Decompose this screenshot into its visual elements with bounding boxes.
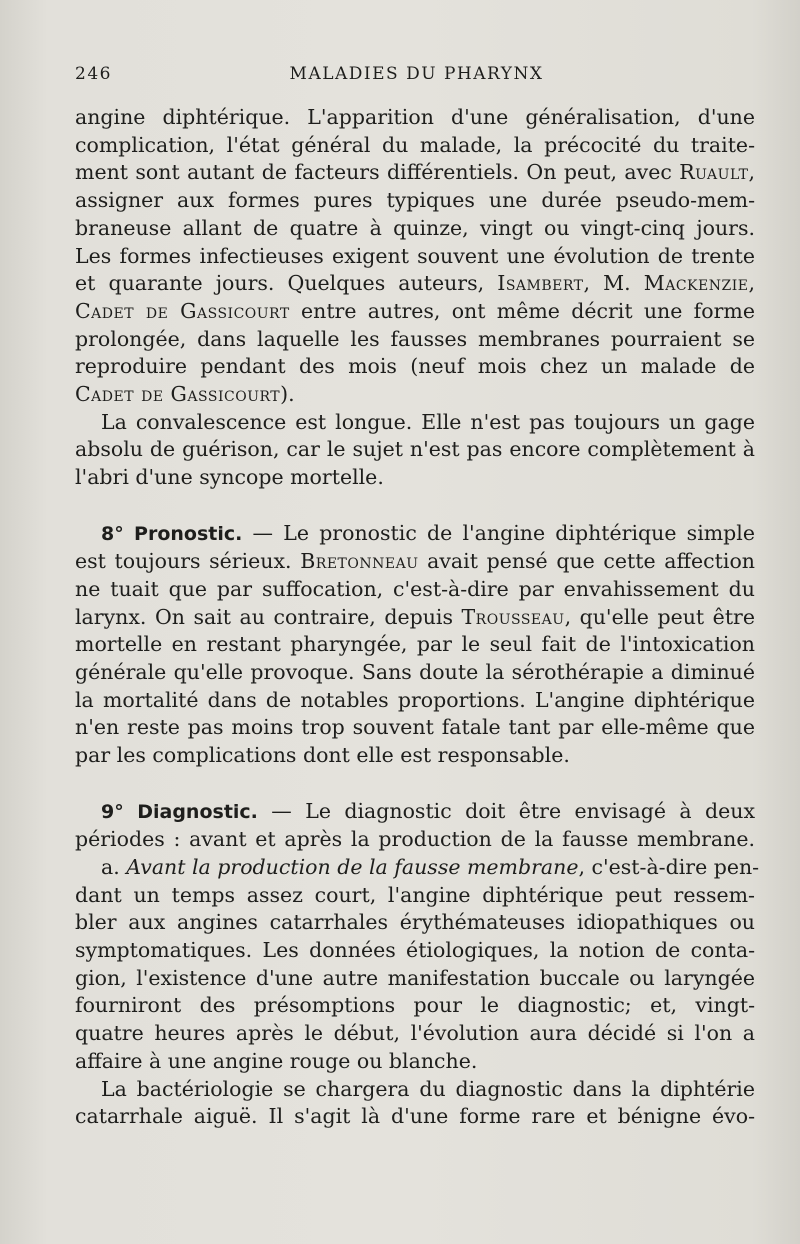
page-number: 246 bbox=[75, 64, 112, 84]
text-line: mortelle en restant pharyngée, par le seul fait de l'intoxication bbox=[75, 632, 755, 657]
text-line: gion, l'existence d'une autre manifestation buccale ou laryngée bbox=[75, 965, 755, 990]
text-line: dant un temps assez court, l'angine diphtérique peut ressem- bbox=[75, 882, 755, 907]
text-line: larynx. On sait au contraire, depuis Trousseau, qu'elle peut être bbox=[75, 604, 755, 629]
author-name: Mackenzie bbox=[643, 271, 749, 296]
text-line: 9° Diagnostic. — Le diagnostic doit être envisagé à deux bbox=[101, 798, 756, 823]
text-line: et quarante jours. Quelques auteurs, Isambert, M. Mackenzie, bbox=[75, 271, 755, 296]
text-line: symptomatiques. Les données étiologiques, la notion de conta- bbox=[75, 938, 755, 963]
text-line: a. Avant la production de la fausse membrane, c'est-à-dire pen- bbox=[101, 854, 760, 879]
text-line: la mortalité dans de notables proportions. L'angine diphtérique bbox=[75, 687, 755, 712]
text-line: bler aux angines catarrhales érythémateuses idiopathiques ou bbox=[75, 910, 755, 935]
author-name: Bretonneau bbox=[300, 549, 419, 574]
author-name: Cadet de Gassicourt bbox=[75, 298, 290, 323]
author-name: Cadet de Gassicourt bbox=[75, 382, 281, 407]
text-line: prolongée, dans laquelle les fausses membranes pourraient se bbox=[75, 326, 755, 351]
page-header bbox=[75, 64, 758, 90]
text-line: angine diphtérique. L'apparition d'une généralisation, d'une bbox=[75, 105, 755, 129]
section-heading-pronostic: 8° Pronostic. bbox=[101, 522, 243, 545]
text-line: 8° Pronostic. — Le pronostic de l'angine diphtérique simple bbox=[101, 520, 755, 545]
text-line: reproduire pendant des mois (neuf mois chez un malade de bbox=[75, 354, 755, 379]
text-line: quatre heures après le début, l'évolution aura décidé si l'on a bbox=[75, 1021, 755, 1046]
text-line: est toujours sérieux. Bretonneau avait pensé que cette affection bbox=[75, 549, 755, 574]
text-line: La bactériologie se chargera du diagnostic dans la diphtérie bbox=[101, 1076, 755, 1101]
author-name: Trousseau bbox=[461, 604, 565, 629]
text-line: l'abri d'une syncope mortelle. bbox=[75, 465, 384, 490]
text-line: assigner aux formes pures typiques une durée pseudo-mem- bbox=[75, 188, 755, 213]
text-line: périodes : avant et après la production de la fausse membrane. bbox=[75, 827, 755, 852]
text-line: par les complications dont elle est responsable. bbox=[75, 743, 570, 768]
text-line: Les formes infectieuses exigent souvent une évolution de trente bbox=[75, 243, 755, 268]
text-line: La convalescence est longue. Elle n'est pas toujours un gage bbox=[101, 409, 755, 434]
text-line: générale qu'elle provoque. Sans doute la sérothérapie a diminué bbox=[75, 660, 755, 685]
running-head: MALADIES DU PHARYNX bbox=[289, 64, 544, 84]
text-line: fourniront des présomptions pour le diagnostic; et, vingt- bbox=[75, 993, 755, 1018]
text-line: complication, l'état général du malade, la précocité du traite- bbox=[75, 132, 755, 157]
text-line: ment sont autant de facteurs différentiels. On peut, avec Ruault, bbox=[75, 160, 755, 185]
author-name: Isambert bbox=[497, 271, 584, 296]
text-line: catarrhale aiguë. Il s'agit là d'une forme rare et bénigne évo- bbox=[75, 1104, 755, 1129]
author-name: Ruault bbox=[679, 160, 749, 185]
text-line: braneuse allant de quatre à quinze, vingt ou vingt-cinq jours. bbox=[75, 215, 755, 240]
text-line: absolu de guérison, car le sujet n'est pas encore complètement à bbox=[75, 437, 755, 462]
italic-subheading: Avant la production de la fausse membrane bbox=[126, 854, 579, 879]
body-text bbox=[75, 104, 760, 1131]
text-line: Cadet de Gassicourt entre autres, ont même décrit une forme bbox=[75, 298, 755, 323]
text-line: n'en reste pas moins trop souvent fatale tant par elle-même que bbox=[75, 715, 755, 740]
text-line: affaire à une angine rouge ou blanche. bbox=[75, 1048, 478, 1073]
text-line: Cadet de Gassicourt). bbox=[75, 382, 295, 407]
text-line: ne tuait que par suffocation, c'est-à-dire par envahissement du bbox=[75, 576, 755, 601]
section-heading-diagnostic: 9° Diagnostic. bbox=[101, 800, 258, 823]
